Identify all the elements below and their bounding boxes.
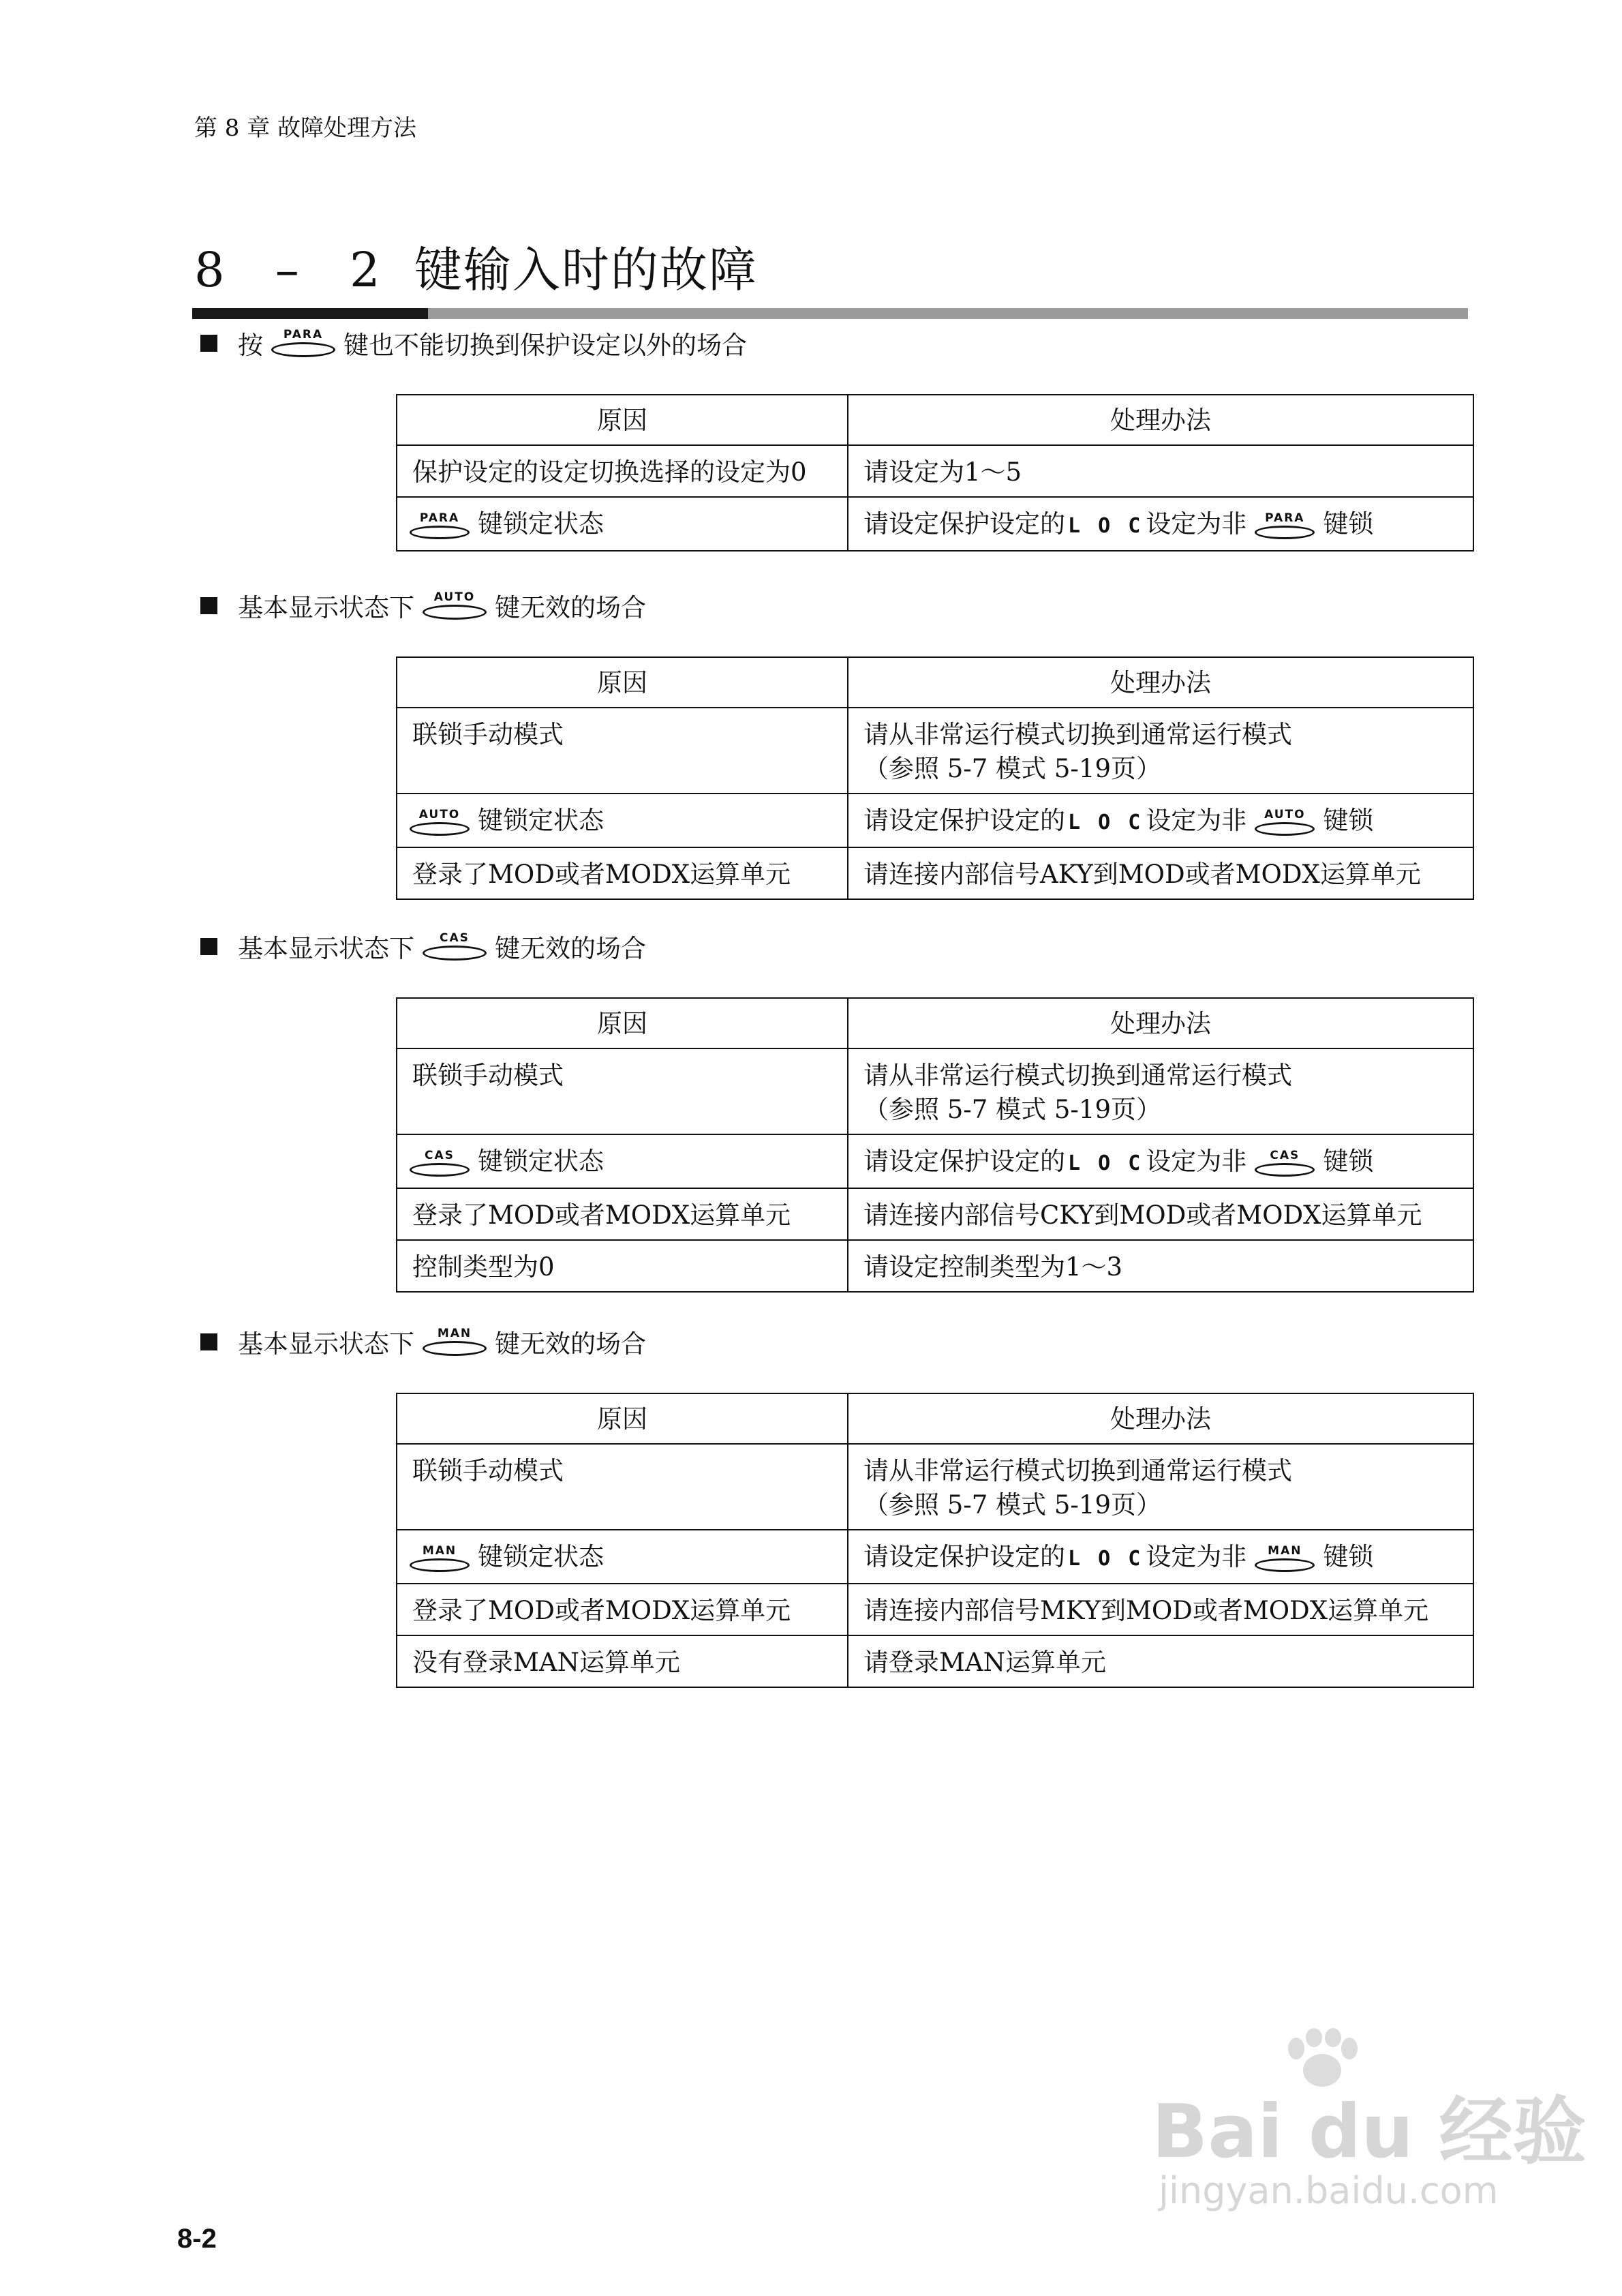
remedy-cell: 请连接内部信号CKY到MOD或者MODX运算单元 (848, 1188, 1473, 1240)
chapter-header: 第 8 章 故障处理方法 (194, 115, 417, 142)
lcd-loc-icon: L O C (1068, 513, 1144, 538)
cause-cell: 保护设定的设定切换选择的设定为0 (397, 445, 848, 497)
watermark-url: jingyan.baidu.com (1159, 2169, 1499, 2212)
remedy-cell: 请连接内部信号MKY到MOD或者MODX运算单元 (848, 1584, 1473, 1635)
cause-cell: AUTO 键锁定状态 (397, 794, 848, 847)
table-row (397, 1584, 1473, 1635)
watermark-logo: Bai du 经验 (1152, 2089, 1587, 2175)
remedy-cell: 请从非常运行模式切换到通常运行模式 （参照 5-7 模式 5-19页） (848, 708, 1473, 794)
cause-cell: 登录了MOD或者MODX运算单元 (397, 1584, 848, 1635)
key-auto-icon: AUTO (423, 592, 487, 620)
remedy-cell: 请设定保护设定的 L O C 设定为非 MAN 键锁 (848, 1530, 1473, 1584)
heading-text-pre: 基本显示状态下 (238, 1329, 414, 1359)
header-cause: 原因 (397, 1393, 848, 1444)
heading-text-post: 键无效的场合 (495, 593, 646, 622)
remedy-cell: 请登录MAN运算单元 (848, 1635, 1473, 1687)
remedy-cell: 请设定为1～5 (848, 445, 1473, 497)
key-man-icon: MAN (410, 1545, 470, 1572)
table-row (397, 1444, 1473, 1530)
title-rule-gray (428, 308, 1468, 319)
header-remedy: 处理办法 (848, 998, 1473, 1048)
cause-cell: 没有登录MAN运算单元 (397, 1635, 848, 1687)
lcd-loc-icon: L O C (1068, 810, 1144, 834)
cause-cell: 登录了MOD或者MODX运算单元 (397, 847, 848, 899)
heading-text-pre: 基本显示状态下 (238, 934, 414, 963)
key-para-icon: PARA (1255, 513, 1315, 539)
remedy-cell: 请设定保护设定的 L O C 设定为非 AUTO 键锁 (848, 794, 1473, 847)
cause-cell: 登录了MOD或者MODX运算单元 (397, 1188, 848, 1240)
heading-text-post: 键无效的场合 (495, 934, 646, 963)
heading-text-pre: 按 (238, 331, 263, 360)
key-cas-icon: CAS (423, 933, 487, 961)
remedy-cell: 请连接内部信号AKY到MOD或者MODX运算单元 (848, 847, 1473, 899)
key-para-icon: PARA (410, 513, 470, 539)
header-cause: 原因 (397, 395, 848, 445)
table-row (397, 1530, 1473, 1584)
heading-cas (200, 922, 646, 970)
header-remedy: 处理办法 (848, 1393, 1473, 1444)
heading-text-post: 键无效的场合 (495, 1329, 646, 1359)
bullet-square (200, 597, 217, 614)
bullet-square (200, 335, 217, 352)
remedy-cell: 请从非常运行模式切换到通常运行模式 （参照 5-7 模式 5-19页） (848, 1444, 1473, 1530)
cause-cell: MAN 键锁定状态 (397, 1530, 848, 1584)
table-row (397, 847, 1473, 899)
table-man (396, 1393, 1474, 1688)
bullet-square (200, 1333, 217, 1350)
cause-cell: PARA 键锁定状态 (397, 497, 848, 551)
cause-cell: 联锁手动模式 (397, 1444, 848, 1530)
key-auto-icon: AUTO (410, 809, 470, 836)
header-remedy: 处理办法 (848, 395, 1473, 445)
table-auto (396, 656, 1474, 900)
table-header-row (397, 998, 1473, 1048)
table-row (397, 1134, 1473, 1188)
heading-text-pre: 基本显示状态下 (238, 593, 414, 622)
section-title-text: 键输入时的故障 (414, 242, 758, 298)
table-row (397, 1635, 1473, 1687)
heading-para (200, 319, 747, 367)
heading-man (200, 1318, 646, 1365)
header-cause: 原因 (397, 657, 848, 708)
header-remedy: 处理办法 (848, 657, 1473, 708)
lcd-loc-icon: L O C (1068, 1546, 1144, 1571)
remedy-cell: 请设定控制类型为1～3 (848, 1240, 1473, 1292)
cause-cell: 联锁手动模式 (397, 708, 848, 794)
page-number: 8-2 (177, 2224, 217, 2254)
cause-cell: 联锁手动模式 (397, 1048, 848, 1134)
cause-cell: CAS 键锁定状态 (397, 1134, 848, 1188)
section-title (194, 232, 758, 301)
heading-text-post: 键也不能切换到保护设定以外的场合 (343, 331, 747, 360)
table-row (397, 1048, 1473, 1134)
table-para (396, 394, 1474, 552)
bullet-square (200, 938, 217, 955)
section-number: 8 – 2 (194, 242, 398, 298)
table-row (397, 708, 1473, 794)
title-rule-dark (192, 308, 428, 319)
remedy-cell: 请从非常运行模式切换到通常运行模式 （参照 5-7 模式 5-19页） (848, 1048, 1473, 1134)
key-cas-icon: CAS (410, 1150, 470, 1177)
table-cas (396, 997, 1474, 1293)
key-man-icon: MAN (1255, 1545, 1315, 1572)
remedy-cell: 请设定保护设定的 L O C 设定为非 CAS 键锁 (848, 1134, 1473, 1188)
cause-cell: 控制类型为0 (397, 1240, 848, 1292)
table-header-row (397, 1393, 1473, 1444)
table-row (397, 497, 1473, 551)
key-auto-icon: AUTO (1255, 809, 1315, 836)
header-cause: 原因 (397, 998, 848, 1048)
key-cas-icon: CAS (1255, 1150, 1315, 1177)
key-para-icon: PARA (271, 329, 335, 357)
table-row (397, 794, 1473, 847)
lcd-loc-icon: L O C (1068, 1151, 1144, 1175)
table-header-row (397, 395, 1473, 445)
heading-auto (200, 581, 646, 629)
table-row (397, 1188, 1473, 1240)
table-row (397, 445, 1473, 497)
table-header-row (397, 657, 1473, 708)
table-row (397, 1240, 1473, 1292)
remedy-cell: 请设定保护设定的 L O C 设定为非 PARA 键锁 (848, 497, 1473, 551)
key-man-icon: MAN (423, 1328, 487, 1356)
